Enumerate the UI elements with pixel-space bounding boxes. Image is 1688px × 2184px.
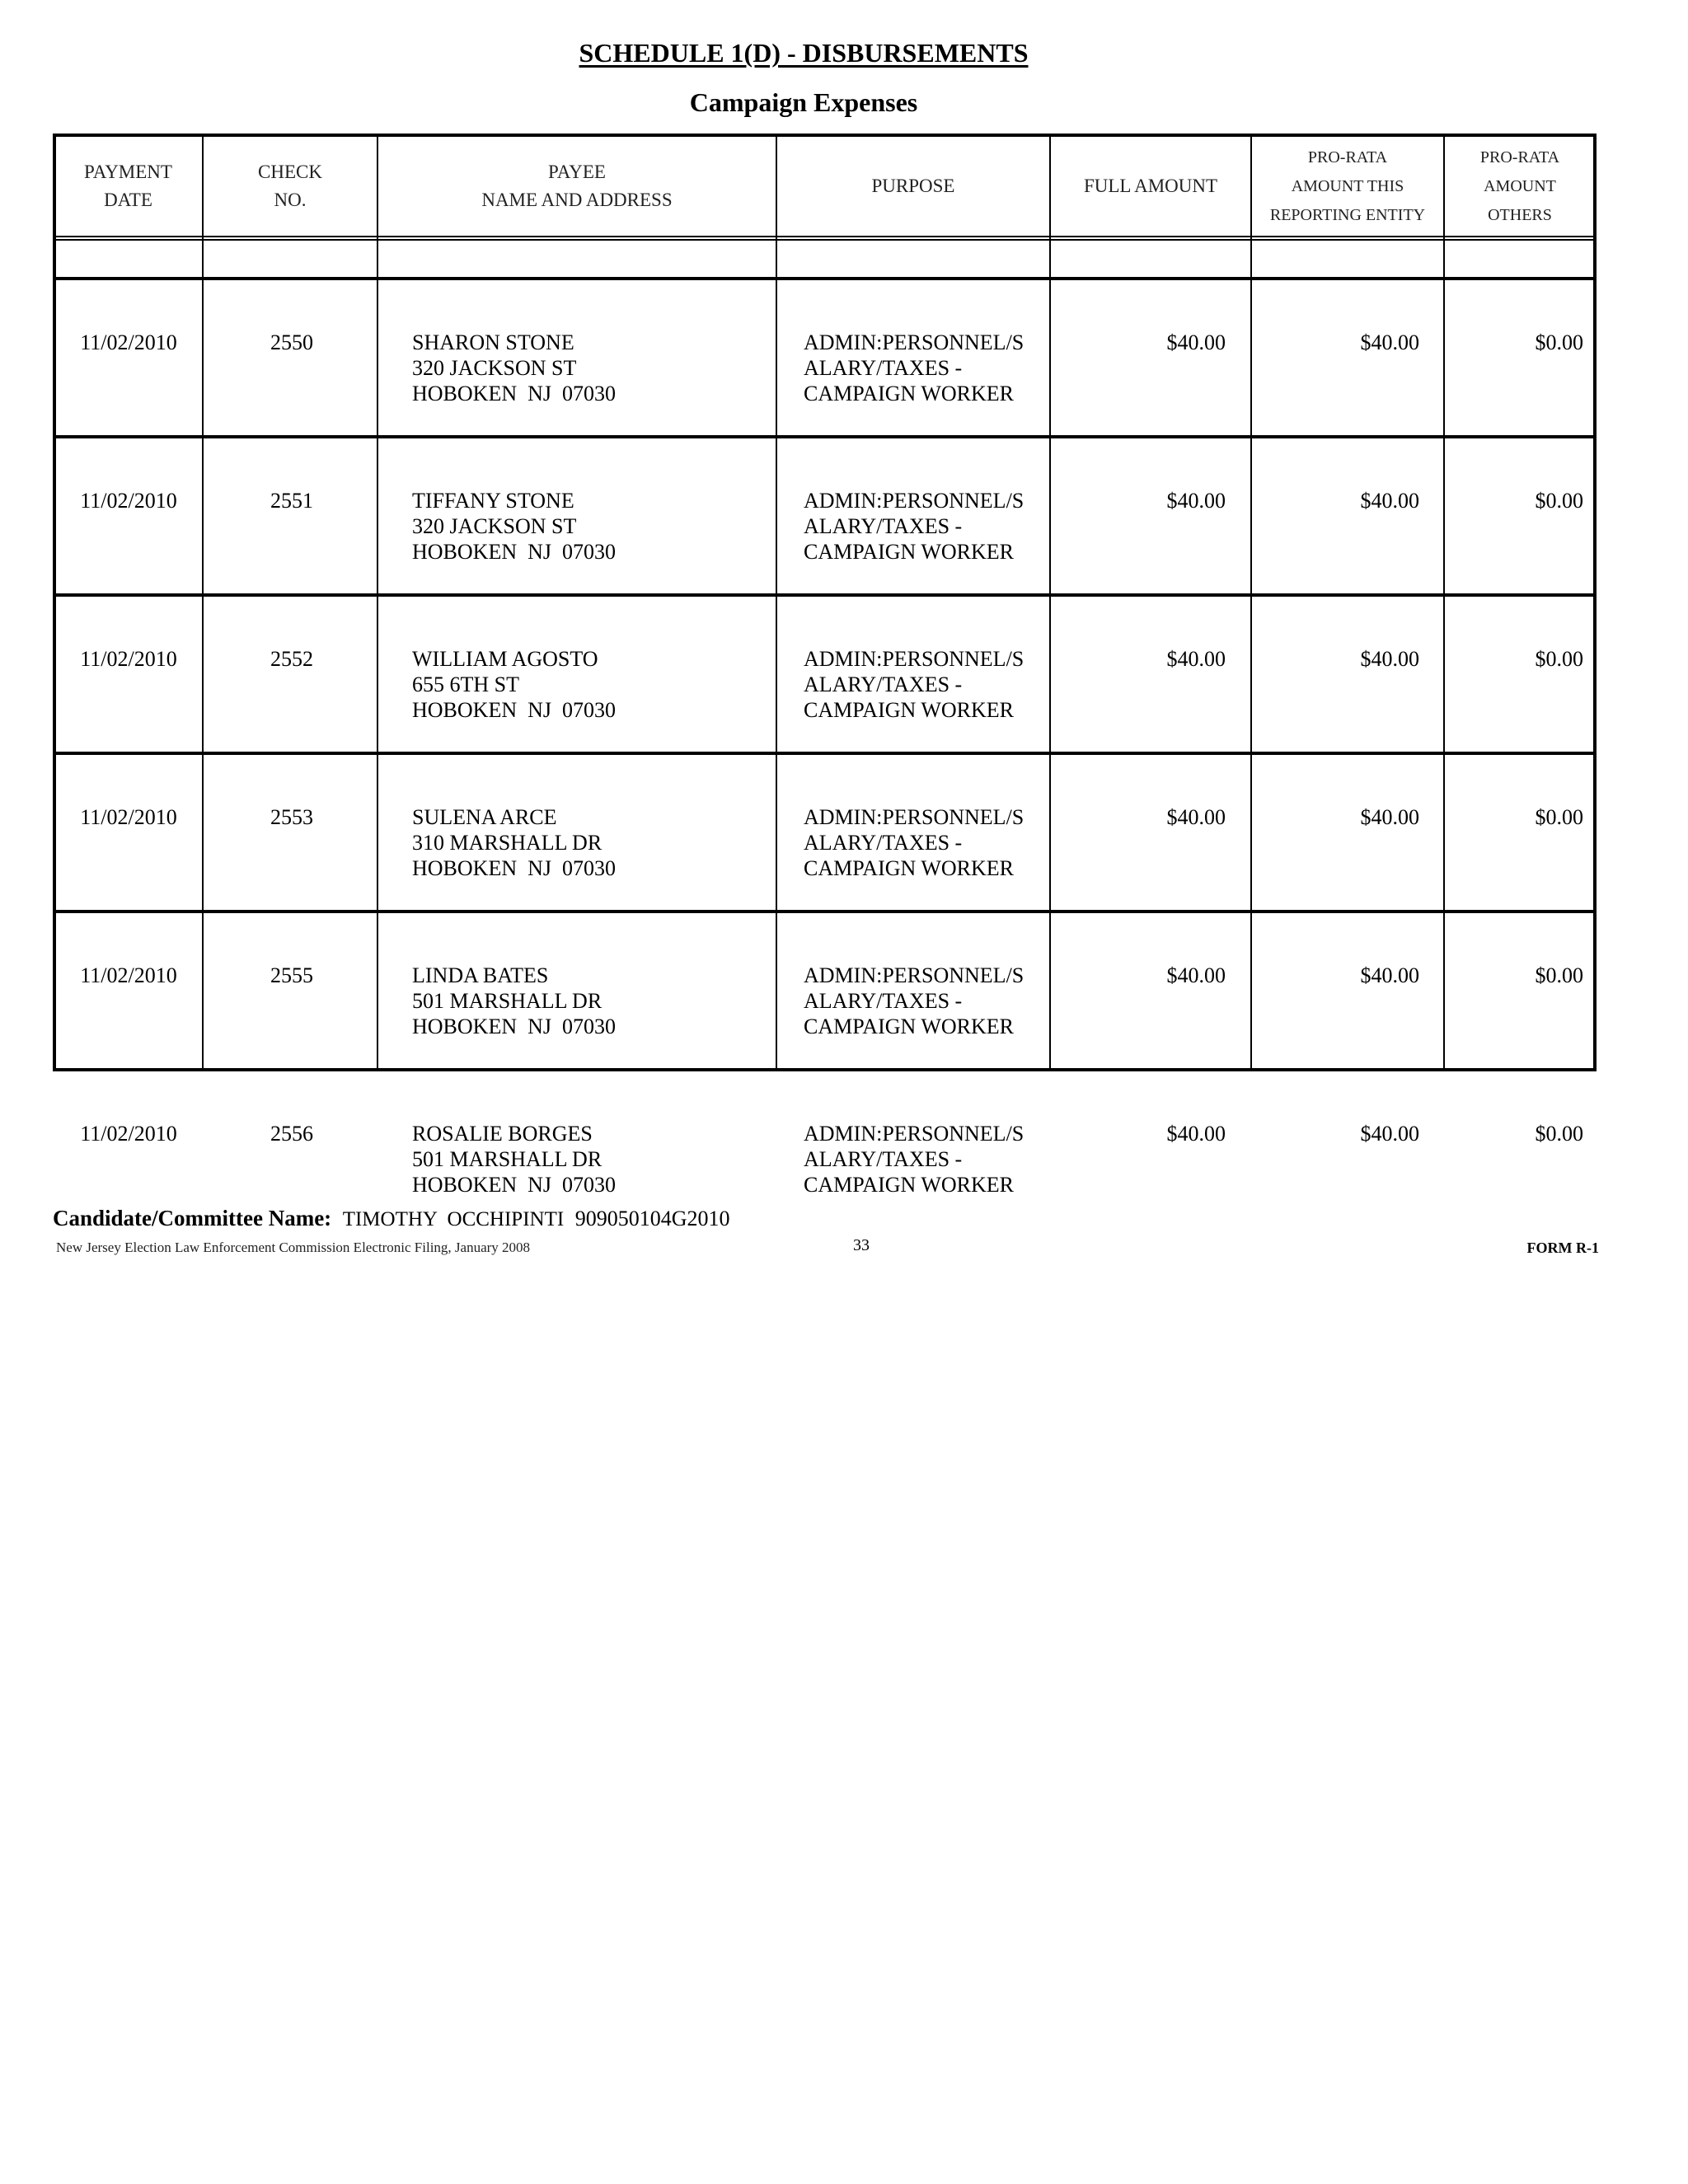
row-divider — [53, 593, 1597, 597]
check-number: 2551 — [270, 489, 313, 513]
schedule-subtitle: Campaign Expenses — [689, 87, 918, 117]
payment-date: 11/02/2010 — [80, 963, 177, 987]
payee-address: ROSALIE BORGES 501 MARSHALL DR HOBOKEN NJ 07030 — [412, 1122, 616, 1197]
pro-rata-this: $40.00 — [1360, 805, 1419, 829]
check-number: 2556 — [270, 1122, 313, 1146]
payment-date: 11/02/2010 — [80, 805, 177, 829]
payee-address: LINDA BATES 501 MARSHALL DR HOBOKEN NJ 07030 — [412, 963, 616, 1038]
form-id: FORM R-1 — [1526, 1240, 1599, 1256]
page-number: 33 — [853, 1236, 870, 1254]
purpose: ADMIN:PERSONNEL/S ALARY/TAXES - CAMPAIGN WORKER — [804, 805, 1025, 880]
header-pro-rata-this: PRO-RATA AMOUNT THIS REPORTING ENTITY — [1269, 148, 1426, 224]
schedule-title: SCHEDULE 1(D) - DISBURSEMENTS — [579, 38, 1029, 68]
pro-rata-this: $40.00 — [1360, 963, 1419, 987]
purpose: ADMIN:PERSONNEL/S ALARY/TAXES - CAMPAIGN WORKER — [804, 330, 1025, 405]
column-divider — [1049, 135, 1051, 1070]
purpose: ADMIN:PERSONNEL/S ALARY/TAXES - CAMPAIGN WORKER — [804, 1122, 1025, 1197]
header-payee: PAYEE NAME AND ADDRESS — [481, 162, 673, 210]
payee-address: WILLIAM AGOSTO 655 6TH ST HOBOKEN NJ 07030 — [412, 647, 616, 722]
full-amount: $40.00 — [1166, 805, 1226, 829]
pro-rata-others: $0.00 — [1535, 1122, 1583, 1146]
full-amount: $40.00 — [1166, 1122, 1226, 1146]
check-number: 2552 — [270, 647, 313, 671]
column-divider — [1443, 135, 1445, 1070]
check-number: 2555 — [270, 963, 313, 987]
header-check-no: CHECK NO. — [258, 162, 322, 210]
header-payment-date: PAYMENT DATE — [84, 162, 172, 210]
full-amount: $40.00 — [1166, 647, 1226, 671]
purpose: ADMIN:PERSONNEL/S ALARY/TAXES - CAMPAIGN WORKER — [804, 489, 1025, 564]
row-divider — [53, 277, 1597, 280]
check-number: 2553 — [270, 805, 313, 829]
purpose: ADMIN:PERSONNEL/S ALARY/TAXES - CAMPAIGN WORKER — [804, 963, 1025, 1038]
header-full-amount: FULL AMOUNT — [1083, 176, 1218, 196]
row-divider — [53, 435, 1597, 438]
pro-rata-others: $0.00 — [1535, 963, 1583, 987]
pro-rata-this: $40.00 — [1360, 330, 1419, 354]
pro-rata-this: $40.00 — [1360, 489, 1419, 513]
row-divider — [53, 239, 1597, 241]
column-divider — [776, 135, 777, 1070]
full-amount: $40.00 — [1166, 963, 1226, 987]
committee-code: 909050104G2010 — [574, 1207, 730, 1230]
purpose: ADMIN:PERSONNEL/S ALARY/TAXES - CAMPAIGN WORKER — [804, 647, 1025, 722]
pro-rata-this: $40.00 — [1360, 1122, 1419, 1146]
committee-name-line — [53, 1206, 729, 1231]
column-divider — [202, 135, 204, 1070]
disbursements-table — [53, 134, 1597, 1070]
payment-date: 11/02/2010 — [80, 489, 177, 513]
pro-rata-others: $0.00 — [1535, 489, 1583, 513]
payment-date: 11/02/2010 — [80, 647, 177, 671]
payee-address: TIFFANY STONE 320 JACKSON ST HOBOKEN NJ 07030 — [412, 489, 616, 564]
payee-address: SULENA ARCE 310 MARSHALL DR HOBOKEN NJ 07030 — [412, 805, 616, 880]
row-divider — [53, 1068, 1597, 1071]
column-divider — [1250, 135, 1252, 1070]
pro-rata-others: $0.00 — [1535, 330, 1583, 354]
header-pro-rata-others: PRO-RATA AMOUNT OTHERS — [1479, 148, 1560, 224]
filing-notice: New Jersey Election Law Enforcement Commission Electronic Filing, January 2008 — [56, 1240, 531, 1255]
payee-address: SHARON STONE 320 JACKSON ST HOBOKEN NJ 07030 — [412, 330, 616, 405]
row-divider — [53, 910, 1597, 913]
column-divider — [377, 135, 378, 1070]
committee-name: TIMOTHY OCCHIPINTI — [342, 1208, 565, 1230]
committee-label: Candidate/Committee Name: — [53, 1206, 332, 1230]
pro-rata-others: $0.00 — [1535, 805, 1583, 829]
check-number: 2550 — [270, 330, 313, 354]
row-divider — [53, 752, 1597, 755]
full-amount: $40.00 — [1166, 330, 1226, 354]
payment-date: 11/02/2010 — [80, 1122, 177, 1146]
pro-rata-this: $40.00 — [1360, 647, 1419, 671]
pro-rata-others: $0.00 — [1535, 647, 1583, 671]
header-purpose: PURPOSE — [871, 176, 955, 196]
payment-date: 11/02/2010 — [80, 330, 177, 354]
full-amount: $40.00 — [1166, 489, 1226, 513]
